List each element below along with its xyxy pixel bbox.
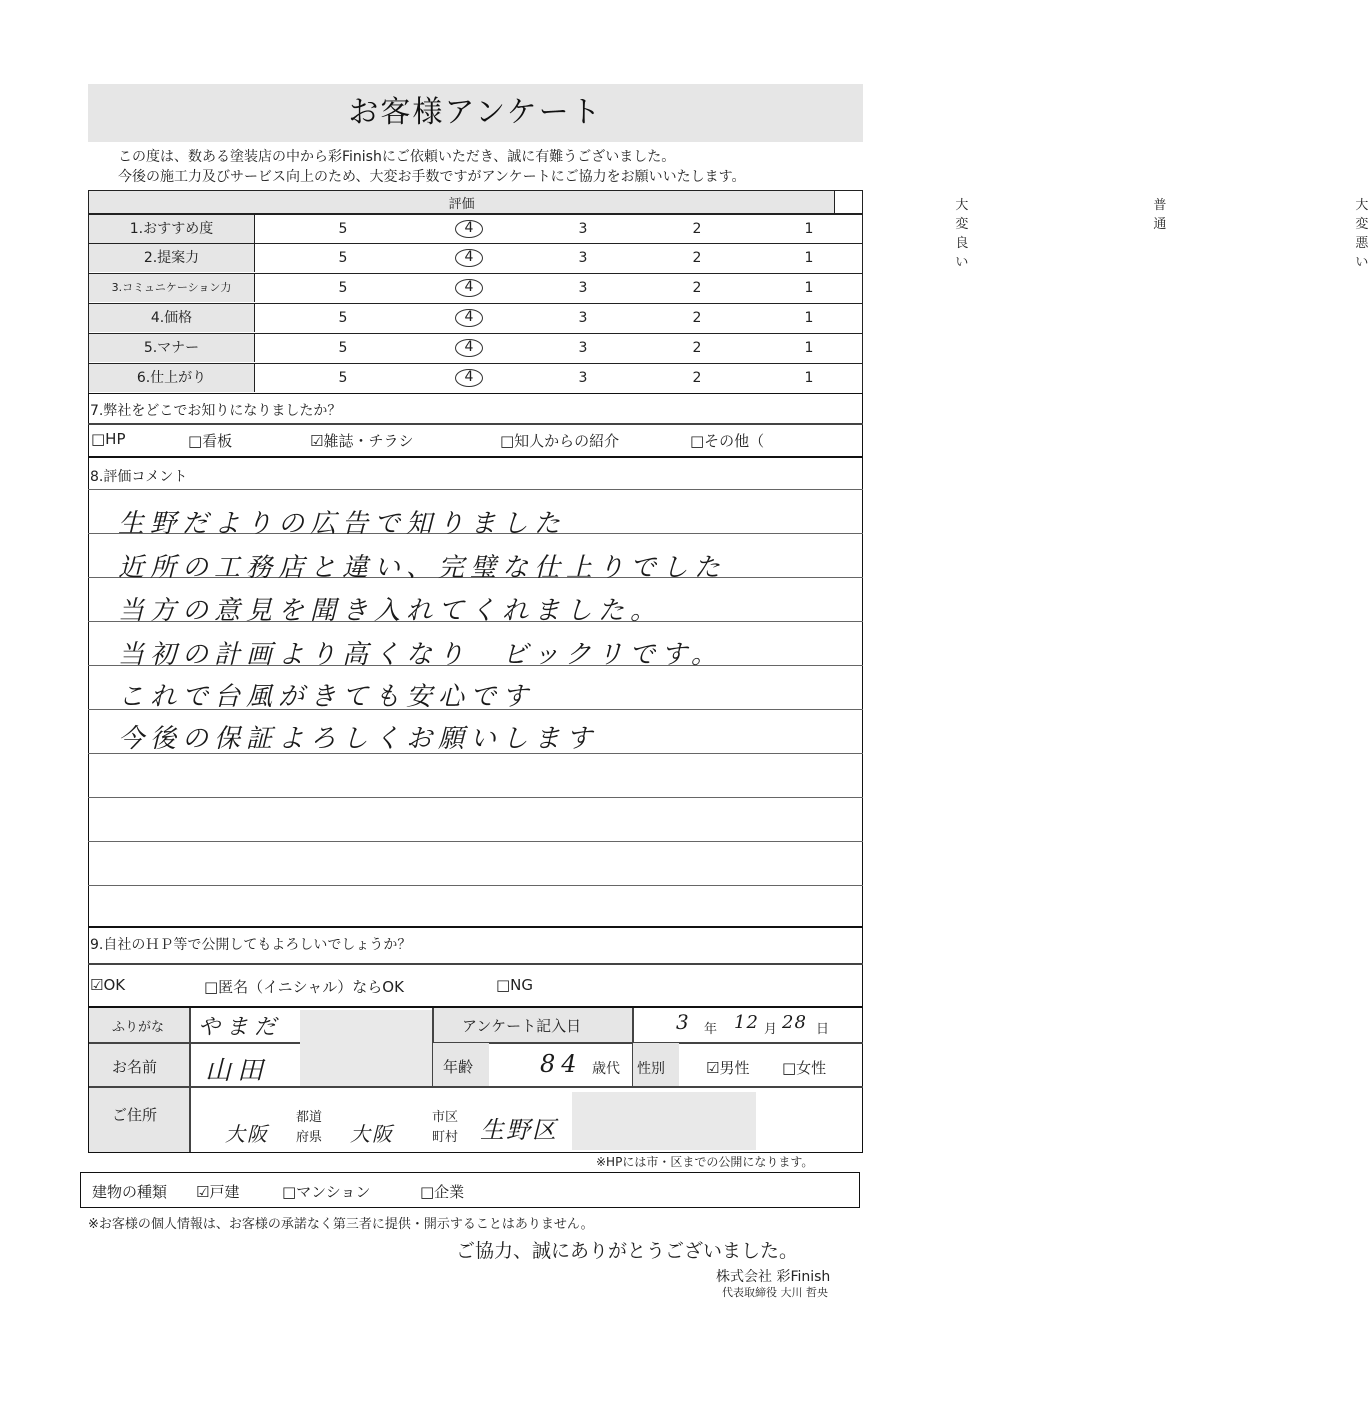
age-value[interactable]: 84 bbox=[540, 1050, 583, 1078]
date-label: アンケート記入日 bbox=[462, 1017, 582, 1035]
comment-line-6: 今後の保証よろしくお願いします bbox=[118, 724, 599, 754]
name-value[interactable]: 山田 bbox=[205, 1056, 270, 1086]
rating-option-3[interactable]: 3 bbox=[578, 280, 588, 296]
comment-rule-line bbox=[88, 489, 863, 490]
page-title: お客様アンケート bbox=[348, 95, 603, 130]
q7-option-hp[interactable]: □HP bbox=[91, 430, 126, 448]
q7-question: 7.弊社をどこでお知りになりましたか？ bbox=[90, 403, 342, 419]
header-normal: 普通 bbox=[1153, 198, 1167, 232]
hp-note: ※HPには市・区までの公開になります。 bbox=[596, 1155, 814, 1169]
gender-female-option[interactable]: □女性 bbox=[782, 1059, 827, 1077]
rating-option-5[interactable]: 5 bbox=[338, 280, 348, 296]
rating-row bbox=[88, 304, 863, 334]
building-option-company[interactable]: □企業 bbox=[420, 1183, 465, 1201]
rating-option-1[interactable]: 1 bbox=[804, 310, 814, 326]
q7-option-referral[interactable]: □知人からの紹介 bbox=[500, 432, 620, 450]
q8-title: 8.評価コメント bbox=[90, 469, 188, 485]
rating-row bbox=[88, 244, 863, 274]
date-day-value[interactable]: 28 bbox=[782, 1012, 807, 1033]
rating-option-2[interactable]: 2 bbox=[692, 310, 702, 326]
rating-row bbox=[88, 364, 863, 394]
rating-option-1[interactable]: 1 bbox=[804, 280, 814, 296]
gender-male-option[interactable]: ☑男性 bbox=[706, 1059, 750, 1077]
comment-line-4: 当初の計画より高くなり ビックリです。 bbox=[118, 640, 723, 670]
company-name: 株式会社 彩Finish bbox=[716, 1269, 831, 1285]
rating-option-2[interactable]: 2 bbox=[692, 280, 702, 296]
rating-option-3[interactable]: 3 bbox=[578, 221, 588, 237]
furigana-value[interactable]: やまだ bbox=[198, 1015, 283, 1040]
building-label: 建物の種類 bbox=[92, 1183, 168, 1201]
rating-option-4[interactable]: 4 bbox=[455, 309, 483, 327]
comment-rule-line bbox=[88, 797, 863, 798]
date-era-value[interactable]: 3 bbox=[676, 1010, 695, 1034]
date-month-value[interactable]: 12 bbox=[734, 1012, 759, 1033]
rating-row-label: 3.コミュニケーション力 bbox=[89, 274, 255, 302]
rating-option-2[interactable]: 2 bbox=[692, 370, 702, 386]
info-divider-v1 bbox=[189, 1008, 191, 1152]
rating-header-row bbox=[89, 191, 863, 214]
rating-option-5[interactable]: 5 bbox=[338, 370, 348, 386]
rating-option-4[interactable]: 4 bbox=[455, 339, 483, 357]
rating-option-1[interactable]: 1 bbox=[804, 250, 814, 266]
rating-option-5[interactable]: 5 bbox=[338, 310, 348, 326]
city-unit-1: 市区 bbox=[432, 1110, 459, 1125]
intro-line-2: 今後の施工力及びサービス向上のため、大変お手数ですがアンケートにご協力をお願いいたします。 bbox=[118, 169, 746, 185]
gender-label: 性別 bbox=[637, 1061, 665, 1077]
rating-option-1[interactable]: 1 bbox=[804, 340, 814, 356]
building-option-mansion[interactable]: □マンション bbox=[282, 1183, 371, 1201]
age-label: 年齢 bbox=[443, 1058, 474, 1076]
representative-name: 代表取締役 大川 哲央 bbox=[722, 1286, 828, 1299]
thanks-message: ご協力、誠にありがとうございました。 bbox=[456, 1240, 799, 1262]
rating-row-label: 4.価格 bbox=[89, 304, 255, 332]
q9-option-ok[interactable]: ☑OK bbox=[90, 976, 126, 994]
comment-rule-line bbox=[88, 885, 863, 886]
address-label: ご住所 bbox=[112, 1106, 158, 1124]
rating-option-4[interactable]: 4 bbox=[455, 249, 483, 267]
redacted-name bbox=[300, 1010, 432, 1086]
q9-option-anonymous[interactable]: □匿名（イニシャル）ならOK bbox=[204, 978, 404, 996]
rating-option-2[interactable]: 2 bbox=[692, 340, 702, 356]
rating-row bbox=[88, 334, 863, 364]
rating-option-1[interactable]: 1 bbox=[804, 221, 814, 237]
q9-option-ng[interactable]: □NG bbox=[496, 976, 534, 994]
pref-unit-1: 都道 bbox=[296, 1110, 323, 1125]
rating-option-4[interactable]: 4 bbox=[455, 279, 483, 297]
header-eval: 評価 bbox=[89, 191, 835, 214]
comment-line-1: 生野だよりの広告で知りました bbox=[118, 509, 567, 539]
address-city-value[interactable]: 大阪 bbox=[350, 1122, 394, 1146]
header-scale bbox=[835, 191, 1368, 270]
pref-unit-2: 府県 bbox=[296, 1130, 323, 1145]
furigana-label: ふりがな bbox=[112, 1020, 165, 1035]
rating-option-4[interactable]: 4 bbox=[455, 369, 483, 387]
rating-row-label: 6.仕上がり bbox=[89, 364, 255, 392]
name-label: お名前 bbox=[112, 1058, 158, 1076]
comment-line-2: 近所の工務店と違い、完璧な仕上りでした bbox=[118, 553, 727, 583]
privacy-note: ※お客様の個人情報は、お客様の承諾なく第三者に提供・開示することはありません。 bbox=[88, 1217, 594, 1232]
rating-option-4[interactable]: 4 bbox=[455, 220, 483, 238]
address-prefecture-value[interactable]: 大阪 bbox=[225, 1122, 269, 1146]
q9-question: 9.自社のＨＰ等で公開してもよろしいでしょうか？ bbox=[90, 937, 412, 953]
rating-option-5[interactable]: 5 bbox=[338, 340, 348, 356]
building-option-house[interactable]: ☑戸建 bbox=[196, 1183, 240, 1201]
rating-option-1[interactable]: 1 bbox=[804, 370, 814, 386]
city-unit-2: 町村 bbox=[432, 1130, 459, 1145]
redacted-address bbox=[572, 1092, 756, 1150]
rating-row bbox=[88, 214, 863, 244]
rating-option-3[interactable]: 3 bbox=[578, 340, 588, 356]
rating-option-3[interactable]: 3 bbox=[578, 310, 588, 326]
date-month-unit: 月 bbox=[764, 1022, 778, 1037]
date-day-unit: 日 bbox=[816, 1022, 830, 1037]
q7-option-other[interactable]: □その他（ bbox=[690, 432, 765, 450]
rating-option-5[interactable]: 5 bbox=[338, 250, 348, 266]
rating-option-2[interactable]: 2 bbox=[692, 250, 702, 266]
rating-row-label: 1.おすすめ度 bbox=[89, 215, 255, 243]
comment-rule-line bbox=[88, 841, 863, 842]
rating-option-3[interactable]: 3 bbox=[578, 250, 588, 266]
q7-divider bbox=[88, 423, 863, 425]
rating-option-2[interactable]: 2 bbox=[692, 221, 702, 237]
header-very-good: 大変良い bbox=[955, 198, 969, 270]
rating-row-label: 2.提案力 bbox=[89, 244, 255, 272]
comment-line-3: 当方の意見を聞き入れてくれました。 bbox=[118, 596, 663, 626]
header-very-bad: 大変悪い bbox=[1355, 198, 1368, 270]
q7-option-magazine-flyer[interactable]: ☑雑誌・チラシ bbox=[310, 432, 414, 450]
rating-row bbox=[88, 274, 863, 304]
rating-option-3[interactable]: 3 bbox=[578, 370, 588, 386]
comment-line-5: これで台風がきても安心です bbox=[118, 682, 535, 712]
address-ward-value[interactable]: 生野区 bbox=[480, 1116, 558, 1144]
intro-line-1: この度は、数ある塗装店の中から彩Finishにご依頼いただき、誠に有難うございました。 bbox=[118, 149, 676, 165]
age-unit: 歳代 bbox=[592, 1061, 620, 1077]
q9-divider bbox=[88, 963, 863, 965]
q7-option-signboard[interactable]: □看板 bbox=[188, 432, 233, 450]
rating-option-5[interactable]: 5 bbox=[338, 221, 348, 237]
rating-row-label: 5.マナー bbox=[89, 334, 255, 362]
date-year-unit: 年 bbox=[704, 1022, 718, 1037]
